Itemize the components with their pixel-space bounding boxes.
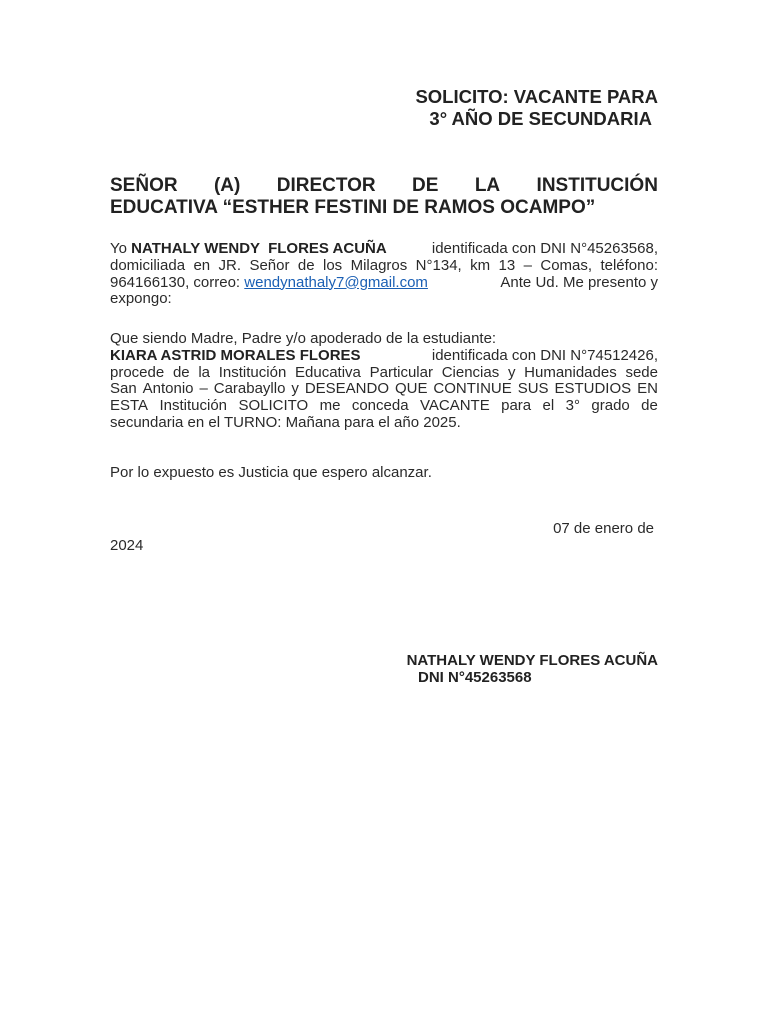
word: Carabayllo xyxy=(213,380,286,398)
word: EN xyxy=(637,380,658,398)
intro-phone: 964166130, correo: xyxy=(110,273,245,291)
signature-name: NATHALY WENDY FLORES ACUÑA xyxy=(406,652,658,669)
intro-line-3-rest: Ante Ud. Me presento y xyxy=(497,273,658,291)
closing-paragraph xyxy=(110,465,658,482)
body-line-2-rest: identificada con DNI N°74512426, xyxy=(427,346,658,364)
word: en xyxy=(193,256,211,274)
word: km xyxy=(470,256,491,274)
word: los xyxy=(322,256,343,274)
signature-dni: DNI N°45263568 xyxy=(418,669,532,686)
addressee-line-2: EDUCATIVA “ESTHER FESTINI DE RAMOS OCAMPO” xyxy=(110,197,596,218)
subject-line-2: 3° AÑO DE SECUNDARIA xyxy=(429,108,652,129)
date-line-1: 07 de enero de xyxy=(553,520,654,537)
word: Comas, xyxy=(540,256,593,274)
word: ESTA xyxy=(110,397,149,415)
intro-line-2 xyxy=(110,258,658,275)
intro-line-4: expongo: xyxy=(110,290,172,308)
word: 3° xyxy=(565,397,580,415)
addressee-word: SEÑOR xyxy=(110,175,178,196)
word: teléfono: xyxy=(600,256,658,274)
word: Institución xyxy=(218,363,287,381)
body-line-6: secundaria en el TURNO: Mañana para el año 2025. xyxy=(110,413,461,431)
intro-line-1 xyxy=(110,241,658,258)
word: QUE xyxy=(394,380,428,398)
word: Institución xyxy=(159,397,228,415)
word: Ciencias xyxy=(441,363,500,381)
word: N°134, xyxy=(415,256,462,274)
word: la xyxy=(198,363,211,381)
intro-paragraph xyxy=(110,241,658,308)
body-paragraph xyxy=(110,331,658,432)
student-name: KIARA ASTRID MORALES FLORES xyxy=(110,346,361,364)
addressee-word: DIRECTOR xyxy=(276,175,376,196)
word: me xyxy=(319,397,341,415)
word: conceda xyxy=(351,397,409,415)
word: SOLICITO xyxy=(238,397,309,415)
word: VACANTE xyxy=(419,397,490,415)
addressee-word: INSTITUCIÓN xyxy=(536,175,658,196)
word: Señor xyxy=(249,256,290,274)
word: Educativa xyxy=(295,363,361,381)
word: para xyxy=(501,397,532,415)
word: de xyxy=(641,397,658,415)
word: SUS xyxy=(517,380,549,398)
word: Milagros xyxy=(350,256,408,274)
word: Humanidades xyxy=(524,363,617,381)
applicant-name: NATHALY WENDY FLORES ACUÑA xyxy=(131,240,387,257)
addressee-line-1 xyxy=(110,175,658,197)
word: DESEANDO xyxy=(304,380,390,398)
word: ESTUDIOS xyxy=(554,380,632,398)
addressee-word: (A) xyxy=(213,175,241,196)
word: – xyxy=(199,380,208,398)
word: y xyxy=(291,380,299,398)
word: Particular xyxy=(369,363,433,381)
word: de xyxy=(172,363,190,381)
intro-yo: Yo xyxy=(110,240,132,257)
word: domiciliada xyxy=(110,256,186,274)
body-line-3 xyxy=(110,365,658,382)
word: y xyxy=(507,363,516,381)
addressee-heading xyxy=(110,175,658,219)
word: grado xyxy=(591,397,630,415)
intro-line-3 xyxy=(110,275,658,292)
email-link[interactable]: wendynathaly7@gmail.com xyxy=(244,273,428,291)
word: 13 xyxy=(498,256,516,274)
word: el xyxy=(542,397,555,415)
word: JR. xyxy=(218,256,242,274)
word: San xyxy=(110,380,137,398)
subject-line-1: SOLICITO: VACANTE PARA xyxy=(415,86,658,107)
intro-line-1-rest: identificada con DNI N°45263568, xyxy=(427,240,658,257)
word: sede xyxy=(625,363,658,381)
subject-heading xyxy=(415,86,658,130)
word: CONTINUE xyxy=(433,380,512,398)
addressee-word: DE xyxy=(412,175,439,196)
date-line-2: 2024 xyxy=(110,537,144,554)
body-line-4 xyxy=(110,381,658,398)
word: de xyxy=(297,256,315,274)
word: Antonio xyxy=(142,380,194,398)
body-line-5 xyxy=(110,398,658,415)
word: – xyxy=(523,256,532,274)
body-line-2 xyxy=(110,348,658,365)
word: procede xyxy=(110,363,165,381)
addressee-word: LA xyxy=(474,175,501,196)
body-line-1: Que siendo Madre, Padre y/o apoderado de la estudiante: xyxy=(110,330,497,347)
closing-text: Por lo expuesto es Justicia que espero alcanzar. xyxy=(110,464,432,481)
